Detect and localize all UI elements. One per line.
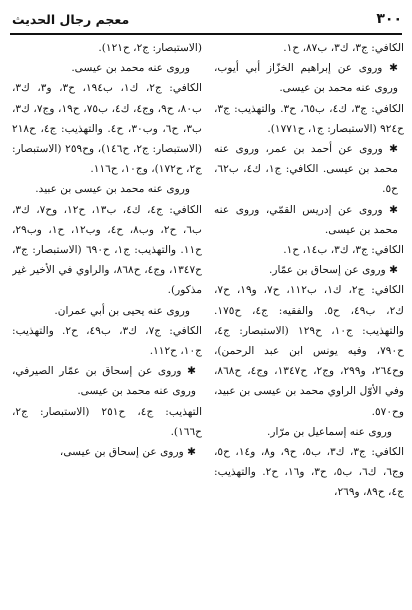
source-reference: الكافي: ج٣، ك٤، ب٦٥، ح٣. والتهذيب: ج٣، ح٩٢٤ (الاستبصار: ج١، ح١٧٧١). <box>214 102 404 135</box>
narration-note: وروى عنه محمد بن عيسى بن عبيد. <box>35 183 190 196</box>
narrator-entry: ✱ وروى عن إسحاق بن عيسى، <box>59 446 196 459</box>
source-reference: الكافي: ج٣، ك٣، ب٨٧، ح١. <box>283 42 404 54</box>
source-reference: الكافي: ج٣، ك٣، ب١٤، ح١. <box>283 244 404 257</box>
page-number: ٣٠٠ <box>376 11 402 27</box>
narration-note: وروى عنه محمد بن عيسى. <box>71 62 190 75</box>
source-reference: الكافي: ج٢، ك١، ب١١٢، ح٧، و١٩، ح٧، ك٢، ب٤٩، ح٥. والفقيه: ج٤، ح١٧٥. والتهذيب: ج١٠، ح١٢٩ (الاستبصار: ج٤، ح٧٩٠، وفيه يونس ابن عبد الرحمن)، وح٢٦٤، و٢٩٩، وج٢، ح١٣٤٧، وج٤، ح٨٦٨، وفي الأوّل الراوي محمد بن عيسى بن عبيد، وح٥٧٠. <box>214 284 404 418</box>
right-column <box>214 38 404 604</box>
left-column <box>12 38 202 604</box>
narration-note: وروى عنه يحيى بن أبي عمران. <box>54 304 190 317</box>
narration-note: وروى عنه إسماعيل بن مرّار. <box>267 425 392 438</box>
source-reference: الكافي: ج٤، ك٤، ب١٣، ح١٢، وح٧، ك٣، ب٦، ح٢، وب٨، ح٤، وب١٢، ح١، وب٢٩، ح١١. والتهذيب: ج١، ح٦٩٠ (الاستبصار: ج٣، ح١٣٤٧، وج٤، ح٨٦٨، والراوي في الأخير غير مذكور). <box>12 203 202 297</box>
book-title: معجم رجال الحديث <box>12 11 130 27</box>
source-reference: الكافي: ج٧، ك٣، ب٤٩، ح٢. والتهذيب: ج١٠، ح١١٢. <box>12 324 202 358</box>
narrator-entry: ✱ وروى عن إدريس القمّي، وروى عنه محمد بن عيسى. <box>214 203 398 236</box>
source-reference: التهذيب: ج٤، ح٢٥١ (الاستبصار: ج٢، ح١٦٦). <box>12 405 202 438</box>
narrator-entry: ✱ وروى عن إسحاق بن عمّار الصيرفي، وروى عنه محمد بن عيسى. <box>12 365 196 398</box>
source-reference: الكافي: ج٣، ك٣، ب٥، ح٩، و٨، و١٤، ح٥، وج٦، ك٦، ب٥، ح٣، و١٦، ح٢. والتهذيب: ج٤، ح٨٩، و٢٦٩، <box>214 446 404 499</box>
header-rule <box>10 33 402 35</box>
narrator-entry: ✱ وروى عن أحمد بن عمر، وروى عنه محمد بن عيسى. الكافي: ج١، ك٤، ب٦٢، ح٥. <box>214 143 398 196</box>
page-header <box>12 6 402 32</box>
narrator-entry: ✱ وروى عن إبراهيم الخزّاز أبي أيوب، وروى عنه محمد بن عيسى. <box>214 62 398 95</box>
source-reference: (الاستبصار: ج٢، ح١٢١). <box>98 42 202 54</box>
source-reference: الكافي: ج٢، ك١، ب١٩٤، ح٣، و٣، ك٣، ب٨٠، ح٩، وج٤، ك٤، ب٧٥، ح١٩، وج٧، ك٣، ب٣، ح٦، وب٣٠، ح٤. والتهذيب: ج٤، ح٢١٨ (الاستبصار: ج٢، ح١٤٦)، وح٢٥٩ (الاستبصار: ج٢، ح١٧٢)، وج١٠، ح١١٦. <box>12 82 202 176</box>
narrator-entry: ✱ وروى عن إسحاق بن عمّار. <box>268 264 398 277</box>
